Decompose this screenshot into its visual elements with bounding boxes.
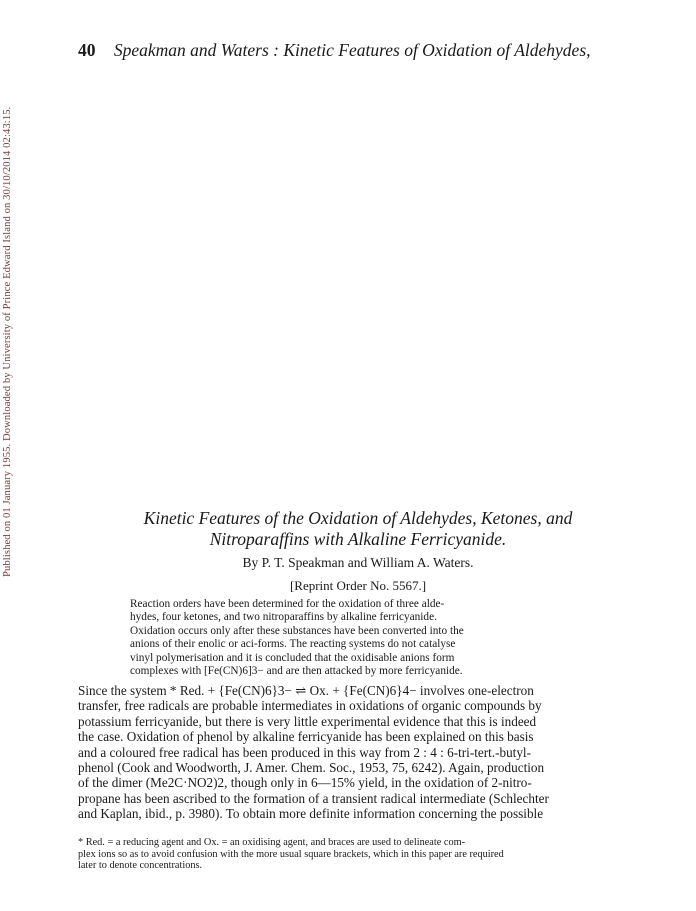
abstract-line: vinyl polymerisation and it is concluded that the oxidisable anions form [130,651,455,664]
abstract-line: hydes, four ketones, and two nitroparaffins by alkaline ferricyanide. [130,611,437,624]
body-line: propane has been ascribed to the formation of a transient radical intermediate (Schlechter [78,790,549,806]
article-title-line: Nitroparaffins with Alkaline Ferricyanide. [209,529,507,549]
author-byline: By P. T. Speakman and William A. Waters. [242,555,474,570]
body-line: the case. Oxidation of phenol by alkaline ferricyanide has been explained on this basis [78,729,534,745]
abstract-line: Oxidation occurs only after these substances have been converted into the [130,624,464,637]
footnote [78,837,598,872]
article-title [78,508,638,550]
footnote-line: plex ions so as to avoid confusion with the more usual square brackets, which in this paper are required [78,848,504,860]
body-line: of the dimer (Me2C·NO2)2, though only in 6—15% yield, in the oxidation of 2-nitro- [78,775,532,791]
abstract-line: complexes with [Fe(CN)6]3− and are then attacked by more ferricyanide. [130,665,463,678]
footnote-line: * Red. = a reducing agent and Ox. = an oxidising agent, and braces are used to delineate com- [78,837,466,848]
body-line: phenol (Cook and Woodworth, J. Amer. Chem. Soc., 1953, 75, 6242). Again, production [78,760,545,776]
footnote-line: later to denote concentrations. [78,860,203,872]
reprint-order: [Reprint Order No. 5567.] [289,578,427,593]
page-number: 40 [78,40,96,60]
body-line: and Kaplan, ibid., p. 3980). To obtain more definite information concerning the possible [78,806,544,822]
body-text [78,683,598,822]
body-line: transfer, free radicals are probable intermediates in oxidations of organic compounds by [78,698,542,714]
article-title-line: Kinetic Features of the Oxidation of Aldehydes, Ketones, and [143,508,573,528]
abstract-line: Reaction orders have been determined for the oxidation of three alde- [130,598,445,610]
publication-sidebar-note: Published on 01 January 1955. Downloaded by University of Prince Edward Island on 30/10/2014 02:43:15. [2,106,13,577]
abstract [130,598,548,678]
body-line: Since the system * Red. + {Fe(CN)6}3− ⇌ Ox. + {Fe(CN)6}4− involves one-electron [78,683,534,698]
body-line: and a coloured free radical has been produced in this way from 2 : 4 : 6-tri-tert.-butyl- [78,744,531,760]
running-title: Speakman and Waters : Kinetic Features of Oxidation of Aldehydes, [113,40,591,60]
abstract-line: anions of their enolic or aci-forms. The reacting systems do not catalyse [130,638,456,651]
running-header [78,40,638,61]
body-line: potassium ferricyanide, but there is very little experimental evidence that this is indeed [78,713,537,729]
